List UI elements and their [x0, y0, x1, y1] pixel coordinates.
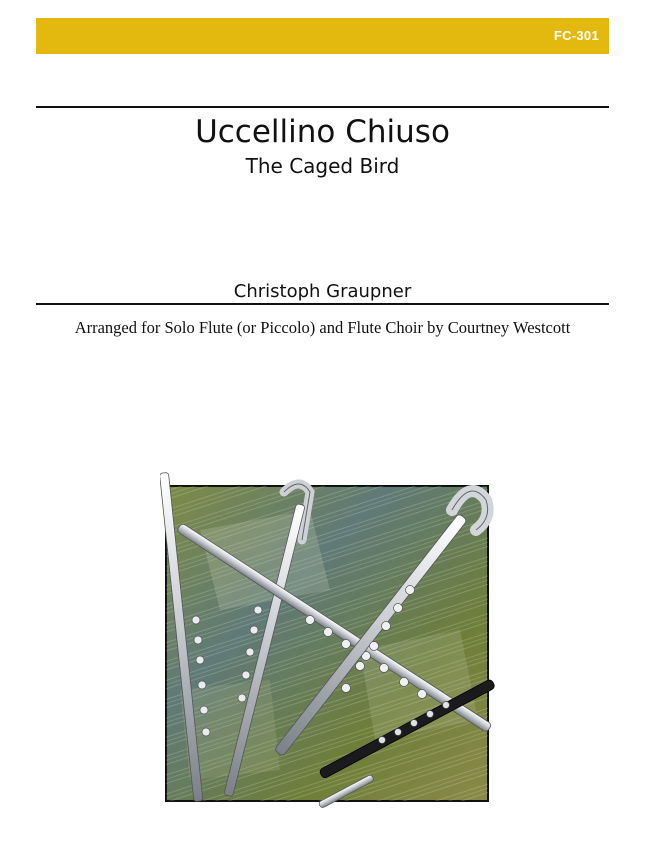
sheet-music-background: [166, 486, 488, 801]
header-bar: [36, 18, 609, 54]
catalog-code: FC-301: [553, 28, 599, 43]
composer-name: Christoph Graupner: [233, 281, 412, 302]
divider-composer: [36, 303, 609, 305]
page-title: Uccellino Chiuso: [195, 114, 450, 150]
arrangement-credit: Arranged for Solo Flute (or Piccolo) and Flute Choir by Courtney Westcott: [74, 318, 571, 337]
divider-top: [36, 106, 609, 108]
crossed-flutes-illustration: [160, 470, 500, 815]
page-subtitle: The Caged Bird: [245, 154, 400, 178]
